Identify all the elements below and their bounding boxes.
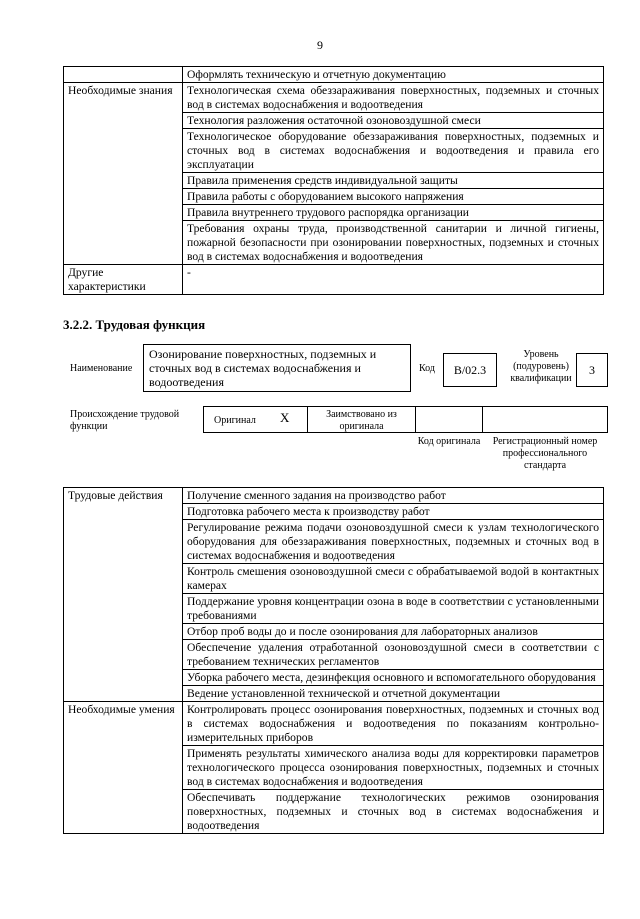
row-item: Контролировать процесс озонирования поверхностных, подземных и сточных вод в системах водоснабжения и водоотведения по показаниям контрольно-измерительных приборов bbox=[183, 702, 604, 746]
row-category: Другие характеристики bbox=[64, 265, 183, 295]
row-category: Трудовые действия bbox=[64, 488, 183, 702]
origin-label: Происхождение трудовой функции bbox=[70, 409, 180, 432]
table-row bbox=[64, 265, 604, 295]
row-item: Отбор проб воды до и после озонирования для лабораторных анализов bbox=[183, 624, 604, 640]
row-item: Уборка рабочего места, дезинфекция основного и вспомогательного оборудования bbox=[183, 670, 604, 686]
table-row bbox=[64, 488, 604, 504]
code-label: Код bbox=[419, 363, 435, 374]
row-item: Правила внутреннего трудового распорядка организации bbox=[183, 205, 604, 221]
row-item: Регулирование режима подачи озоновоздушной смеси к узлам технологического оборудования для обеззараживания поверхностных, подземных и сточных вод в системах водоснабжения и водоотведения bbox=[183, 520, 604, 564]
origin-box bbox=[203, 406, 608, 433]
row-item: Оформлять техническую и отчетную документацию bbox=[183, 67, 604, 83]
row-category bbox=[64, 67, 183, 83]
row-item: Требования охраны труда, производственной санитарии и личной гигиены, пожарной безопасности при озонировании поверхностных, подземных и сточных вод в системах водоснабжения и водоотведения bbox=[183, 221, 604, 265]
origin-code-caption: Код оригинала bbox=[417, 436, 481, 447]
table-row bbox=[64, 83, 604, 113]
row-item: Получение сменного задания на производство работ bbox=[183, 488, 604, 504]
row-item: - bbox=[183, 265, 604, 295]
row-item: Контроль смешения озоновоздушной смеси с обрабатываемой водой в контактных камерах bbox=[183, 564, 604, 594]
row-item: Применять результаты химического анализа воды для корректировки параметров технологического процесса озонирования поверхностных, подземных и сточных вод в системах водоснабжения и водоотведения bbox=[183, 746, 604, 790]
requirements-table-top bbox=[63, 66, 604, 295]
level-value-box bbox=[576, 353, 608, 387]
requirements-table-bottom bbox=[63, 487, 604, 834]
table-row bbox=[64, 67, 604, 83]
row-item: Подготовка рабочего места к производству работ bbox=[183, 504, 604, 520]
code-value-box bbox=[443, 353, 497, 387]
row-item: Поддержание уровня концентрации озона в воде в соответствии с установленными требованиями bbox=[183, 594, 604, 624]
row-item: Технологическая схема обеззараживания поверхностных, подземных и сточных вод в системах водоснабжения и водоотведения bbox=[183, 83, 604, 113]
section-heading: 3.2.2. Трудовая функция bbox=[63, 317, 206, 332]
function-name-value: Озонирование поверхностных, подземных и сточных вод в системах водоснабжения и водоотведения bbox=[149, 347, 377, 389]
reg-number-caption: Регистрационный номер профессионального стандарта bbox=[492, 436, 598, 471]
borrowed-label: Заимствовано из оригинала bbox=[326, 409, 397, 432]
table-row bbox=[64, 702, 604, 746]
original-label: Оригинал bbox=[214, 415, 256, 426]
row-category: Необходимые умения bbox=[64, 702, 183, 834]
original-mark: X bbox=[280, 410, 290, 425]
row-item: Ведение установленной технической и отчетной документации bbox=[183, 686, 604, 702]
name-label: Наименование bbox=[70, 363, 133, 374]
row-item: Технологическое оборудование обеззараживания поверхностных, подземных и сточных вод в системах водоснабжения и водоотведения и правила его эксплуатации bbox=[183, 129, 604, 173]
function-name-box bbox=[143, 344, 411, 392]
row-item: Обеспечивать поддержание технологических режимов озонирования поверхностных, подземных и сточных вод в системах водоснабжения и водоотведения bbox=[183, 790, 604, 834]
row-item: Технология разложения остаточной озоновоздушной смеси bbox=[183, 113, 604, 129]
row-item: Правила применения средств индивидуальной защиты bbox=[183, 173, 604, 189]
row-item: Правила работы с оборудованием высокого напряжения bbox=[183, 189, 604, 205]
page-number: 9 bbox=[317, 38, 323, 52]
row-item: Обеспечение удаления отработанной озоновоздушной смеси в соответствии с требованием технических регламентов bbox=[183, 640, 604, 670]
level-label: Уровень (подуровень) квалификации bbox=[510, 349, 572, 384]
level-value: 3 bbox=[589, 362, 595, 377]
code-value: В/02.3 bbox=[453, 362, 487, 377]
row-category: Необходимые знания bbox=[64, 83, 183, 265]
